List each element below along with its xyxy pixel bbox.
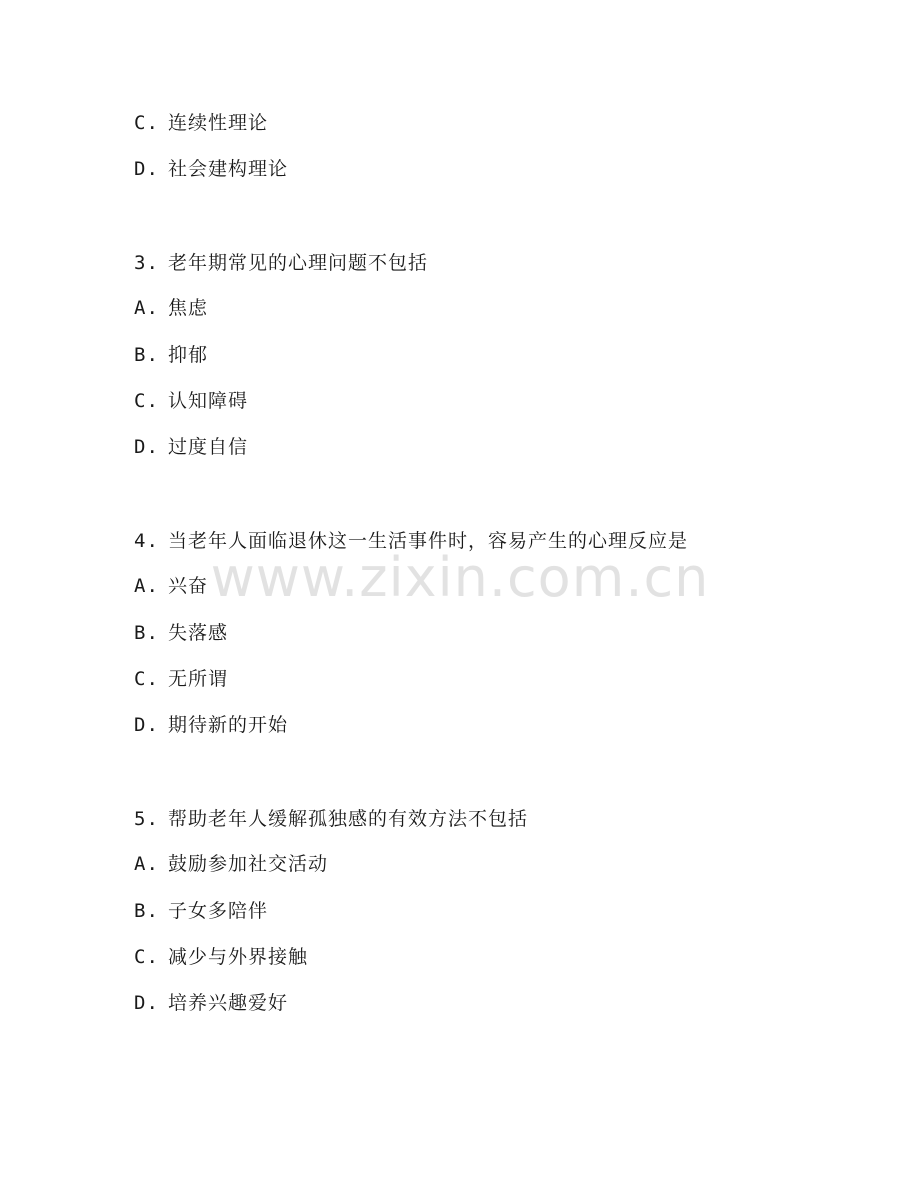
option-label: B.: [134, 900, 159, 922]
option-text: 子女多陪伴: [168, 900, 269, 922]
option-q3-b: [134, 343, 208, 367]
option-text: 兴奋: [168, 575, 209, 597]
option-q4-b: [134, 621, 228, 645]
option-label: C.: [134, 112, 159, 134]
option-label: A.: [134, 853, 159, 875]
option-text: 失落感: [168, 622, 229, 644]
option-label: C.: [134, 668, 159, 690]
option-label: B.: [134, 344, 159, 366]
option-text: 期待新的开始: [168, 714, 289, 736]
option-label: A.: [134, 297, 159, 319]
option-label: C.: [134, 390, 159, 412]
option-text: 抑郁: [168, 344, 209, 366]
option-q5-c: [134, 945, 308, 969]
option-text: 无所谓: [168, 668, 229, 690]
option-text: 培养兴趣爱好: [168, 992, 289, 1014]
option-label: D.: [134, 158, 159, 180]
option-q4-c: [134, 667, 228, 691]
question-4-stem: [134, 529, 688, 553]
question-text: 帮助老年人缓解孤独感的有效方法不包括: [168, 808, 529, 830]
option-label: C.: [134, 946, 159, 968]
option-label: D.: [134, 992, 159, 1014]
question-3-stem: [134, 251, 428, 275]
option-text: 焦虑: [168, 297, 209, 319]
question-number: 5.: [134, 808, 159, 830]
question-number: 4.: [134, 530, 159, 552]
option-q5-a: [134, 852, 328, 876]
question-5-stem: [134, 807, 528, 831]
option-q4-a: [134, 574, 208, 598]
option-text: 认知障碍: [168, 390, 249, 412]
question-number: 3.: [134, 252, 159, 274]
option-q2-d: [134, 157, 288, 181]
option-label: B.: [134, 622, 159, 644]
option-q3-d: [134, 435, 248, 459]
option-text: 过度自信: [168, 436, 249, 458]
option-q4-d: [134, 713, 288, 737]
option-q2-c: [134, 111, 268, 135]
option-q5-d: [134, 991, 288, 1015]
watermark: www.zixin.com.cn: [210, 546, 710, 609]
option-label: A.: [134, 575, 159, 597]
option-text: 社会建构理论: [168, 158, 289, 180]
option-label: D.: [134, 714, 159, 736]
question-text: 当老年人面临退休这一生活事件时，容易产生的心理反应是: [168, 530, 689, 552]
option-q5-b: [134, 899, 268, 923]
option-label: D.: [134, 436, 159, 458]
option-text: 减少与外界接触: [168, 946, 309, 968]
question-text: 老年期常见的心理问题不包括: [168, 252, 429, 274]
option-text: 连续性理论: [168, 112, 269, 134]
option-q3-a: [134, 296, 208, 320]
option-text: 鼓励参加社交活动: [168, 853, 329, 875]
option-q3-c: [134, 389, 248, 413]
